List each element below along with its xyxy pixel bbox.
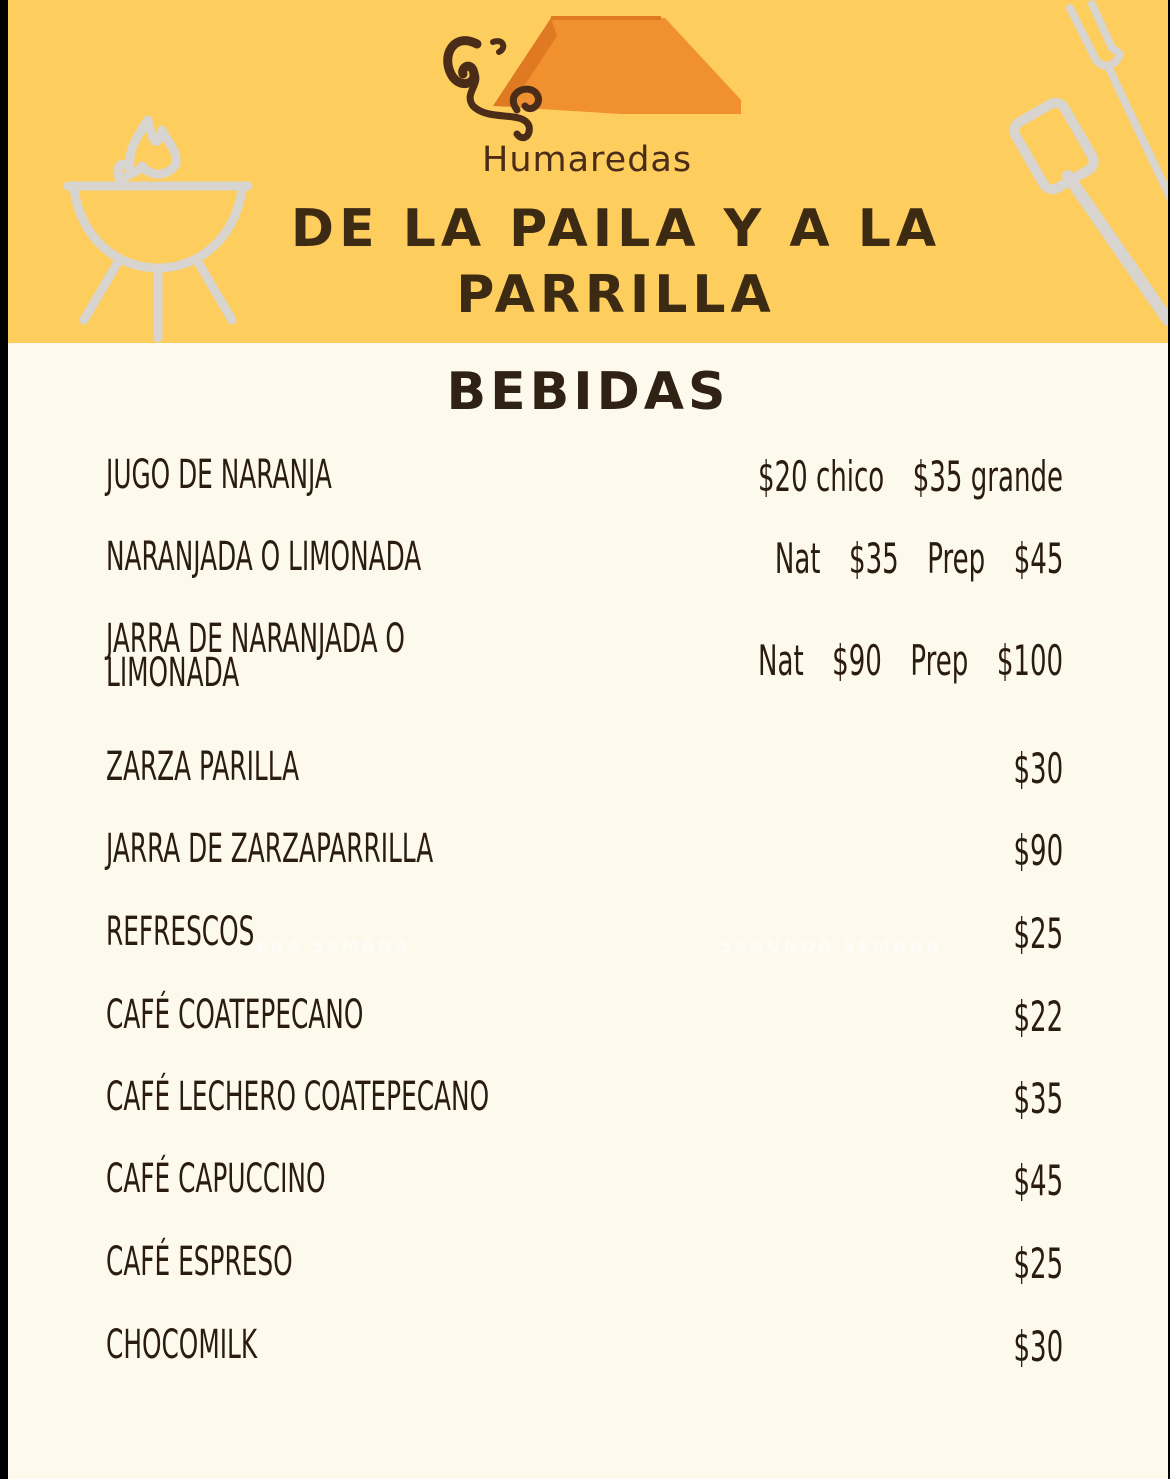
page-title-line1: DE LA PAILA Y A LA bbox=[290, 199, 942, 259]
menu-item bbox=[8, 1070, 1168, 1130]
section-title: BEBIDAS bbox=[446, 362, 730, 422]
menu-item-price: Prep bbox=[910, 636, 969, 685]
menu-item-price: $100 bbox=[996, 636, 1063, 685]
menu-item-name: CHOCOMILK bbox=[106, 1322, 258, 1368]
page-title bbox=[178, 196, 1054, 328]
menu-item-prices bbox=[1013, 1239, 1063, 1288]
menu-item-price: $90 bbox=[832, 636, 882, 685]
menu-item-name: NARANJADA O LIMONADA bbox=[106, 534, 422, 580]
menu-item bbox=[8, 740, 1168, 800]
logo-smoke-icon bbox=[448, 41, 539, 138]
menu-item-price: $35 bbox=[848, 534, 899, 583]
menu-item bbox=[8, 1318, 1168, 1378]
menu-item-price: Prep bbox=[926, 534, 985, 583]
menu-item-name: JARRA DE NARANJADA O LIMONADA bbox=[106, 616, 405, 696]
logo-roof-icon bbox=[493, 18, 741, 114]
menu-item bbox=[8, 618, 1168, 708]
menu-item bbox=[8, 530, 1168, 590]
menu-item-prices bbox=[1013, 826, 1063, 875]
menu-item-price: $35 grande bbox=[912, 452, 1063, 501]
menu-item-prices bbox=[1013, 1074, 1063, 1123]
menu-item-name: JUGO DE NARANJA bbox=[106, 452, 332, 498]
menu-item bbox=[8, 822, 1168, 882]
menu-item bbox=[8, 988, 1168, 1048]
menu-item-price: $90 bbox=[1013, 826, 1063, 875]
page-title-line2: PARRILLA bbox=[456, 265, 776, 325]
menu-page bbox=[8, 0, 1168, 1479]
menu-item-price: $35 bbox=[1013, 1074, 1063, 1123]
menu-item-prices bbox=[758, 636, 1063, 685]
menu-item-name: ZARZA PARILLA bbox=[106, 744, 300, 790]
menu-item-prices bbox=[1013, 1156, 1063, 1205]
menu-item-prices bbox=[1013, 744, 1063, 793]
menu-item-prices bbox=[1013, 992, 1063, 1041]
menu-item-name: CAFÉ CAPUCCINO bbox=[106, 1156, 326, 1202]
menu-item-price: $45 bbox=[1013, 1156, 1063, 1205]
ghost-label-left: ERA SEMANA bbox=[256, 937, 412, 957]
menu-item-prices bbox=[758, 452, 1063, 501]
menu-item-name: REFRESCOS bbox=[106, 909, 255, 955]
brand-name: Humaredas bbox=[482, 140, 693, 180]
fork-icon bbox=[1070, 4, 1168, 210]
menu-item-price: $30 bbox=[1013, 1322, 1063, 1371]
menu-item bbox=[8, 1152, 1168, 1212]
menu-item-price: Nat bbox=[757, 636, 804, 685]
menu-item-price: $25 bbox=[1013, 1239, 1063, 1288]
menu-item-name: CAFÉ LECHERO COATEPECANO bbox=[106, 1074, 490, 1120]
menu-item-price: $25 bbox=[1013, 909, 1063, 958]
menu-header bbox=[8, 0, 1168, 343]
menu-item-prices bbox=[774, 534, 1063, 583]
menu-item-price: $45 bbox=[1013, 534, 1063, 583]
menu-item bbox=[8, 448, 1168, 508]
menu-item-prices bbox=[1013, 1322, 1063, 1371]
menu-item bbox=[8, 1235, 1168, 1295]
menu-item-prices bbox=[1013, 909, 1063, 958]
menu-item bbox=[8, 905, 1168, 965]
menu-item-name: CAFÉ COATEPECANO bbox=[106, 992, 364, 1038]
menu-item-price: $22 bbox=[1013, 992, 1063, 1041]
menu-item-price: Nat bbox=[774, 534, 821, 583]
menu-item-name: CAFÉ ESPRESO bbox=[106, 1239, 293, 1285]
logo-icon bbox=[433, 14, 753, 152]
ghost-label-right: SEGUNDA SEMANA bbox=[720, 937, 943, 957]
menu-item-name: JARRA DE ZARZAPARRILLA bbox=[106, 826, 434, 872]
menu-item-price: $20 chico bbox=[757, 452, 885, 501]
menu-item-price: $30 bbox=[1013, 744, 1063, 793]
